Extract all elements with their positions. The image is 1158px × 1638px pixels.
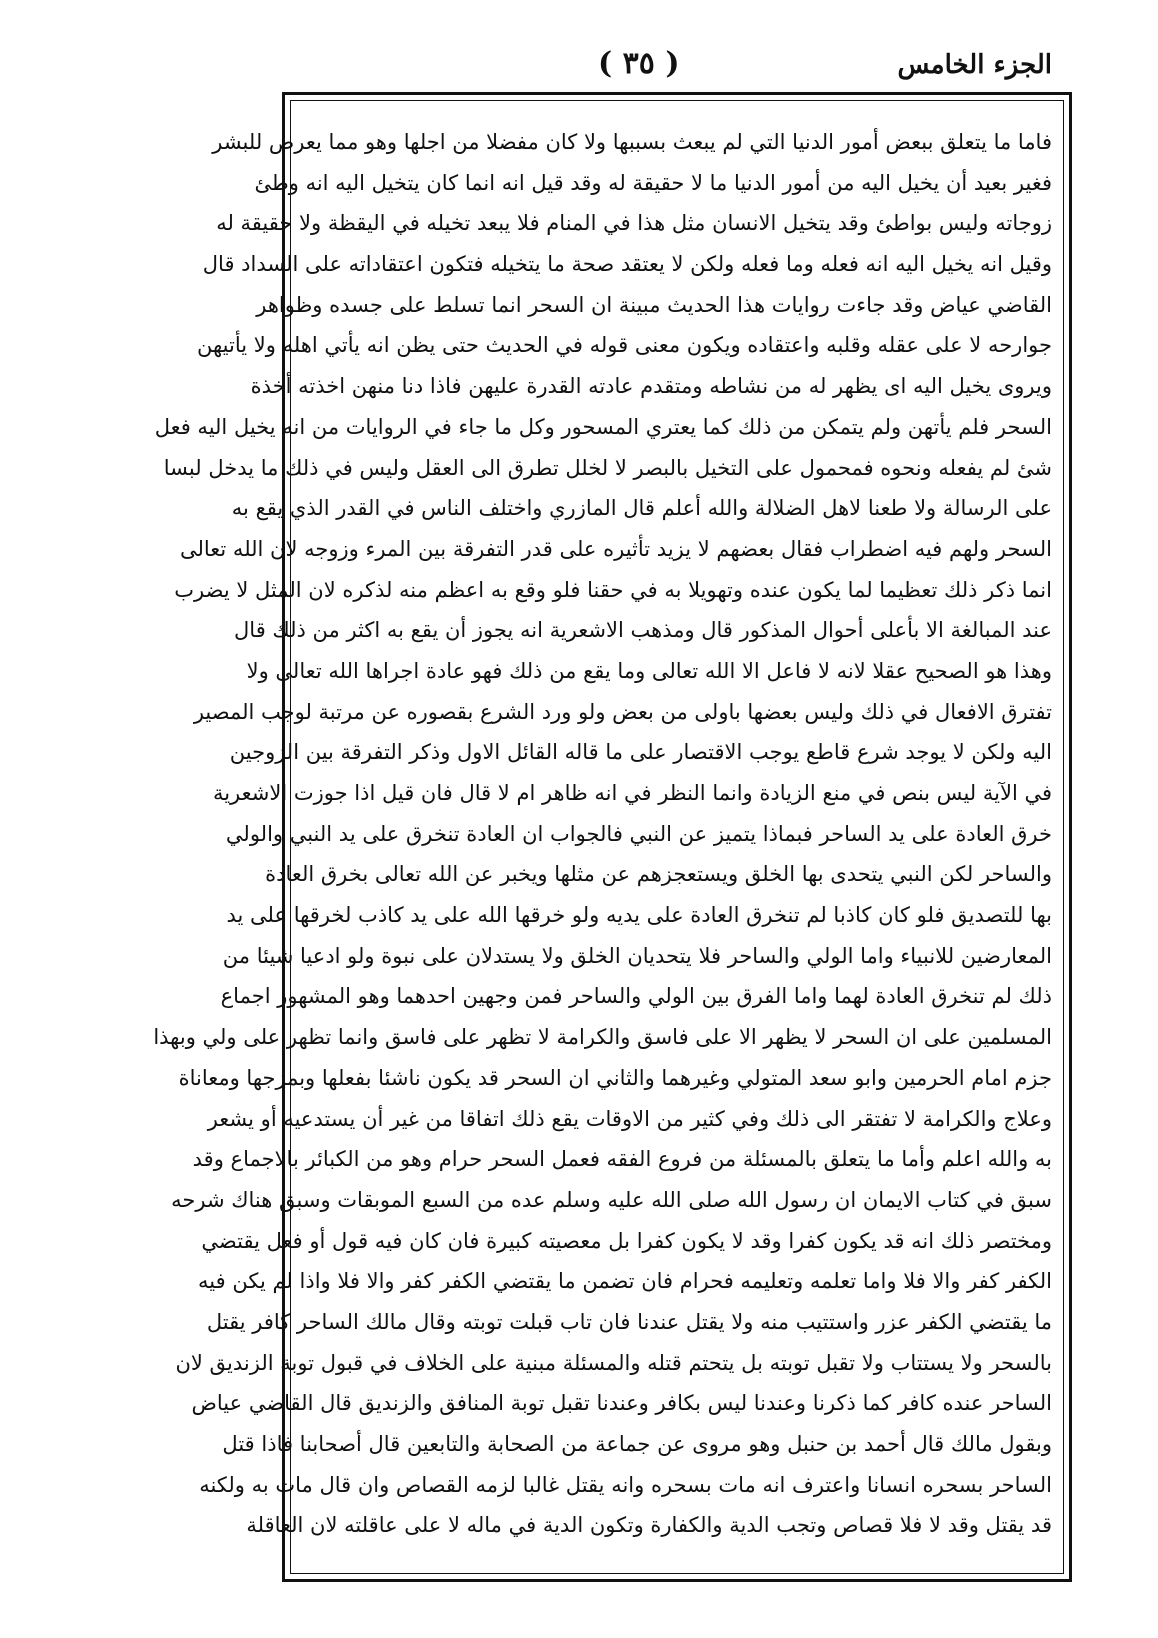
text-line: السحر فلم يأتهن ولم يتمكن من ذلك كما يعتري المسحور وكل ما جاء في الروايات من انه يخيل اليه فعل [154,414,1052,439]
text-line: جزم امام الحرمين وابو سعد المتولي وغيرهما والثاني ان السحر قد يكون ناشئا بفعلها وبمزجها ومعاناة [178,1065,1052,1090]
text-line: عند المبالغة الا بأعلى أحوال المذكور قال ومذهب الاشعرية انه يجوز أن يقع به اكثر من ذلك قال [234,618,1052,643]
text-line: ما يقتضي الكفر عزر واستتيب منه ولا يقتل عندنا فان تاب قبلت توبته وقال مالك الساحر كافر يقتل [206,1309,1052,1334]
text-line: خرق العادة على يد الساحر فبماذا يتميز عن النبي فالجواب ان العادة تنخرق على يد النبي والولي [225,821,1052,846]
text-line: والساحر لكن النبي يتحدى بها الخلق ويستعجزهم عن مثلها ويخبر عن الله تعالى بخرق العادة [265,862,1052,887]
text-line: زوجاته وليس بواطئ وقد يتخيل الانسان مثل هذا في المنام فلا يبعد تخيله في اليقظة ولا حقيقة له [216,211,1052,236]
text-line: وهذا هو الصحيح عقلا لانه لا فاعل الا الله تعالى وما يقع من ذلك فهو عادة اجراها الله تعالى ولا [246,658,1052,683]
text-line: الساحر عنده كافر كما ذكرنا وعندنا ليس بكافر وعندنا تقبل توبة المنافق والزنديق قال القاضي عياض [191,1391,1052,1416]
text-line: وبقول مالك قال أحمد بن حنبل وهو مروى عن جماعة من الصحابة والتابعين قال أصحابنا فاذا قتل [222,1432,1052,1456]
text-line: بالسحر ولا يستتاب ولا تقبل توبته بل يتحتم قتله والمسئلة مبنية على الخلاف في قبول توبة الزنديق لان [175,1350,1052,1375]
text-line: شئ لم يفعله ونحوه فمحمول على التخيل بالبصر لا لخلل تطرق الى العقل وليس في ذلك ما يدخل لبسا [163,455,1052,480]
text-line: قد يقتل وقد لا فلا قصاص وتجب الدية والكفارة وتكون الدية في ماله لا على عاقلته لان العاقلة [246,1513,1052,1538]
text-line: المسلمين على ان السحر لا يظهر الا على فاسق والكرامة لا تظهر على فاسق وانما تظهر على ولي وبهذا [153,1025,1052,1050]
text-line: في الآية ليس بنص في منع الزيادة وانما النظر في انه ظاهر ام لا قال فان قيل اذا جوزت الاشعرية [212,781,1052,805]
volume-label: الجزء الخامس [897,50,1052,80]
text-line: المعارضين للانبياء واما الولي والساحر فلا يتحديان الخلق ولا يستدلان على نبوة ولو ادعيا شيئا من [222,943,1052,968]
text-line: بها للتصديق فلو كان كاذبا لم تنخرق العادة على يديه ولو خرقها الله على يد كاذب لخرقها على يد [226,903,1052,928]
text-line: اليه ولكن لا يوجد شرع قاطع يوجب الاقتصار على ما قاله القائل الاول وذكر التفرقة بين الزوجين [229,740,1052,765]
page-header [278,44,1052,94]
text-line: الساحر بسحره انسانا واعترف انه مات بسحره وانه يقتل غالبا لزمه القصاص وان قال مات به ولكنه [199,1472,1052,1497]
text-body [153,122,1052,1564]
page-number: ( ٣٥ ) [598,46,680,81]
text-line: على الرسالة ولا طعنا لاهل الضلالة والله أعلم قال المازري واختلف الناس في القدر الذي يقع به [231,496,1052,521]
text-line: الكفر كفر والا فلا واما تعلمه وتعليمه فحرام فان تضمن ما يقتضي الكفر كفر والا فلا واذا لم يكن فيه [198,1269,1052,1294]
text-line: تفترق الافعال في ذلك وليس بعضها باولى من بعض ولو ورد الشرع بقصوره عن مرتبة لوجب المصير [193,699,1052,724]
text-line: ومختصر ذلك انه قد يكون كفرا وقد لا يكون كفرا بل معصيته كبيرة فان كان فيه قول أو فعل يقتضي [201,1228,1052,1253]
text-line: السحر ولهم فيه اضطراب فقال بعضهم لا يزيد تأثيره على قدر التفرقة بين المرء وزوجه لان الله تعالى [179,536,1052,561]
text-line: ذلك لم تنخرق العادة لهما واما الفرق بين الولي والساحر فمن وجهين احدهما وهو المشهور اجماع [220,984,1052,1009]
text-line: وعلاج والكرامة لا تفتقر الى ذلك وفي كثير من الاوقات يقع ذلك اتفاقا من غير أن يستدعيه أو يشعر [207,1106,1052,1131]
text-line: به والله اعلم وأما ما يتعلق بالمسئلة من فروع الفقه فعمل السحر حرام وهو من الكبائر بالاجماع وقد [192,1147,1052,1172]
text-line: جوارحه لا على عقله وقلبه واعتقاده ويكون معنى قوله في الحديث حتى يظن انه يأتي اهله ولا يأتيهن [197,333,1052,358]
text-line: ويروى يخيل اليه اى يظهر له من نشاطه ومتقدم عادته القدرة عليهن فاذا دنا منهن اخذته أخذة [250,374,1052,399]
text-line: القاضي عياض وقد جاءت روايات هذا الحديث مبينة ان السحر انما تسلط على جسده وظواهر [256,292,1052,317]
text-line: وقيل انه يخيل اليه انه فعله وما فعله ولكن لا يعتقد صحة ما يتخيله فتكون اعتقاداته على السداد قال [202,252,1052,277]
text-line: سبق في كتاب الايمان ان رسول الله صلى الله عليه وسلم عده من السبع الموبقات وسبق هناك شرحه [171,1187,1052,1212]
text-line: فغير بعيد أن يخيل اليه من أمور الدنيا ما لا حقيقة له وقد قيل انه انما كان يتخيل اليه انه وطئ [254,170,1052,195]
text-line: انما ذكر ذلك تعظيما لما يكون عنده وتهويلا به في حقنا فلو وقع به اعظم منه لذكره لان المثل لا يضرب [174,577,1052,602]
text-line: فاما ما يتعلق ببعض أمور الدنيا التي لم يبعث بسببها ولا كان مفضلا من اجلها وهو مما يعرض للبشر [212,130,1052,154]
